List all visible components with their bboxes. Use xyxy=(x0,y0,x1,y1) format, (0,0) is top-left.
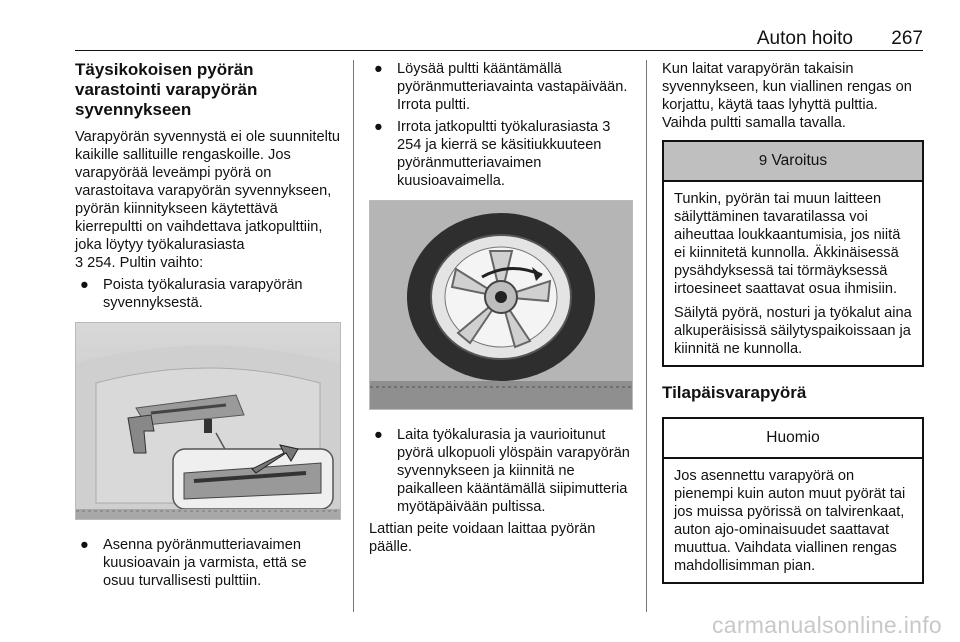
note-header xyxy=(664,419,922,459)
list-item-text: Poista työkalurasia varapyörän syvennyksestä. xyxy=(103,277,303,311)
list-item-text: Laita työkalurasia ja vaurioitunut pyörä ulkopuoli ylöspäin varapyörän syvennykseen ja kiinnitä ne paikalleen kääntämällä siipimutteria myötäpäivään pultissa. xyxy=(397,427,630,515)
paragraph: Lattian peite voidaan laittaa pyörän päälle. xyxy=(369,521,596,555)
warning-icon: 9 xyxy=(758,152,768,169)
cross-reference: 3 254. Pultin vaihto: xyxy=(75,255,204,271)
figure-spare-wheel-well-tool-box xyxy=(75,322,341,520)
list-item-text: Asenna pyöränmutteriavaimen kuusioavain ja varmista, että se osuu turvallisesti pulttiin. xyxy=(103,537,307,589)
list-item xyxy=(369,426,633,516)
header-rule xyxy=(75,50,923,51)
list-item-text: Irrota jatkopultti työkalurasiasta xyxy=(397,119,599,135)
column-divider xyxy=(353,60,354,612)
section-heading: Täysikokoisen pyörän varastointi varapyörän syvennykseen xyxy=(75,60,258,119)
note-box xyxy=(662,417,924,584)
column-2 xyxy=(369,60,633,556)
bullet-icon: ● xyxy=(374,119,383,135)
warning-box xyxy=(662,140,924,367)
column-3 xyxy=(662,60,924,584)
warning-text: Säilytä pyörä, nosturi ja työkalut aina alkuperäisissä säilytyspaikoissaan ja kiinnitä ne kunnolla. xyxy=(674,305,912,357)
bullet-icon: ● xyxy=(80,277,89,293)
list-item xyxy=(369,118,633,190)
list-item xyxy=(75,536,341,590)
bullet-icon: ● xyxy=(80,537,89,553)
paragraph: Varapyörän syvennystä ei ole suunniteltu kaikille sallituille rengaskoille. Jos varapyörää leveämpi pyörä on varastoitava varapyörän syvennykseen, pyörän kiinnitykseen käytettävä kierrepultti on vaihdettava jatkopulttiin, joka löytyy työkalurasiasta xyxy=(75,129,341,253)
note-title: Huomio xyxy=(766,429,820,446)
section-heading: Tilapäisvarapyörä xyxy=(662,383,807,402)
column-divider xyxy=(646,60,647,612)
figure-spare-wheel-bolt xyxy=(369,200,633,410)
tool-box-illustration xyxy=(76,323,340,519)
paragraph: Kun laitat varapyörän takaisin syvennykseen, kun viallinen rengas on korjattu, käytä taas lyhyttä pulttia. Vaihda pultti samalla tavalla. xyxy=(662,61,912,131)
warning-header xyxy=(664,142,922,182)
wheel-illustration xyxy=(370,201,632,409)
column-1 xyxy=(75,60,341,590)
header-title: Auton hoito xyxy=(756,28,853,49)
list-item xyxy=(369,60,633,114)
warning-body xyxy=(664,182,922,365)
list-item xyxy=(75,276,341,312)
page-number: 267 xyxy=(891,28,923,49)
bullet-icon: ● xyxy=(374,61,383,77)
list-item-text: 3 254 ja kierrä se käsitiukkuuteen pyöränmutteriavaimen kuusioavaimella. xyxy=(397,119,611,189)
page-header xyxy=(75,28,923,50)
list-item-text: Löysää pultti kääntämällä pyöränmutteriavainta vastapäivään. Irrota pultti. xyxy=(397,61,628,113)
watermark: carmanualsonline.info xyxy=(711,612,942,638)
note-body xyxy=(664,459,922,582)
warning-text: Tunkin, pyörän tai muun laitteen säilyttäminen tavaratilassa voi aiheuttaa loukkaantumisia, jos niitä ei kiinnitetä kunnolla. Äkkinäisessä pysähdyksessä tai törmäyksessä irtoesineet saattavat osua ihmisiin. xyxy=(674,191,901,297)
bullet-icon: ● xyxy=(374,427,383,443)
warning-title: Varoitus xyxy=(771,152,828,169)
note-text: Jos asennettu varapyörä on pienempi kuin auton muut pyörät tai jos muissa pyörissä on talvirenkaat, auton ajo-ominaisuudet saattavat muuttua. Vaihdata viallinen rengas mahdollisimman pian. xyxy=(674,468,906,574)
